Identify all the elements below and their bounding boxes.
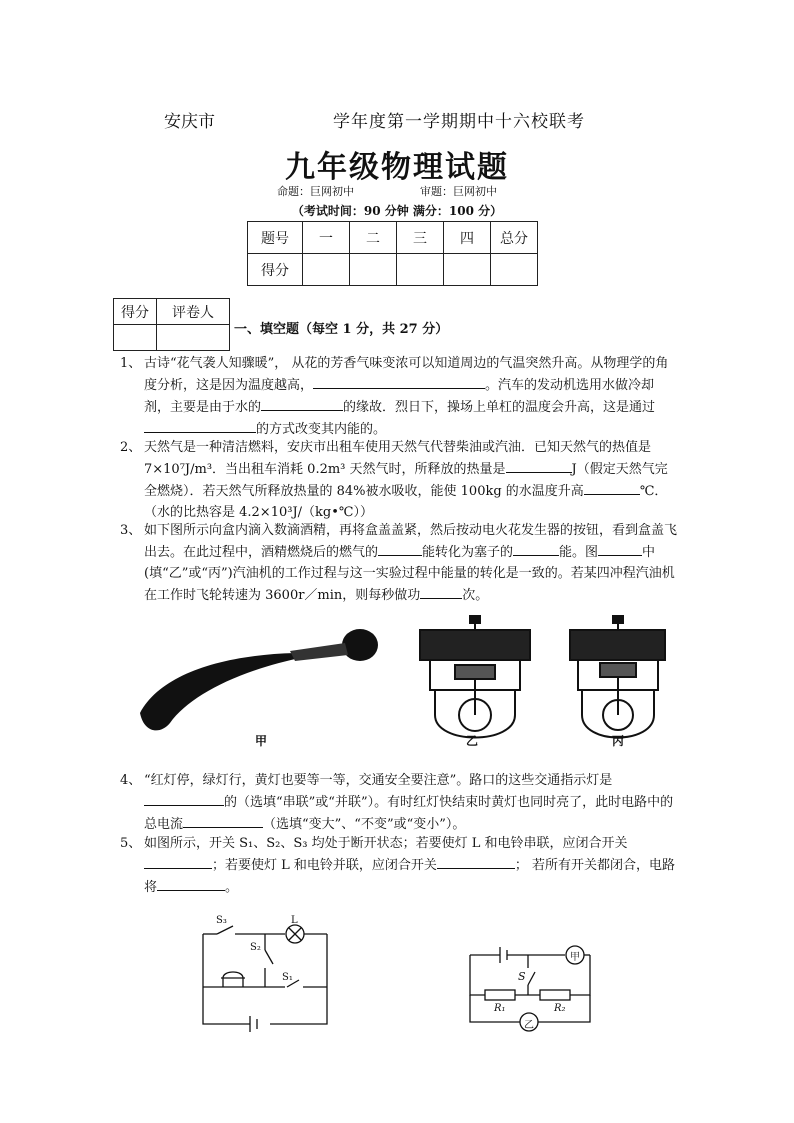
question-text: ； 若所有开关都闭合，电路将 [144, 858, 676, 895]
score-table [247, 221, 538, 286]
grader-name-cell[interactable] [157, 325, 230, 351]
score-cell[interactable] [350, 254, 397, 286]
question-text: （选填“变大”、“不变”或“变小”）。 [263, 817, 466, 832]
question-text: 如下图所示向盒内滴入数滴酒精，再将盒盖盖紧，然后按动电火花发生器的按钮，看到盒盖飞出去。在此过程中，酒精燃烧后的燃气的 [144, 523, 678, 560]
score-header-cell: 三 [397, 222, 444, 254]
score-header-cell: 题号 [248, 222, 303, 254]
answer-blank[interactable] [598, 541, 642, 556]
answer-blank[interactable] [506, 458, 572, 473]
score-cell[interactable] [303, 254, 350, 286]
engine-yi-illustration [420, 615, 530, 738]
switch-s1-label: S₁ [282, 972, 293, 983]
question-text: 古诗“花气袭人知骤暖”， 从花的芳香气味变浓可以知道周边的气温突然升高。从物理学的角度分析，这是因为温度越高， [144, 356, 669, 393]
question-text: ；若要使灯 L 和电铃并联，应闭合开关 [212, 858, 437, 873]
page-title: 九年级物理试题 [285, 150, 509, 185]
grader-score-label: 得分 [114, 299, 157, 325]
score-table-header-row [248, 222, 538, 254]
figure-label-jia: 甲 [255, 734, 268, 748]
question-text: 中(填“乙”或“丙”)汽油机的工作过程与这一实验过程中能量的转化是一致的。若某四冲程汽油机在工作时飞轮转速为 3600r／min，则每秒做功 [144, 545, 675, 603]
score-header-cell: 总分 [491, 222, 538, 254]
reviewer-label: 审题：巨网初中 [420, 185, 497, 198]
answer-blank[interactable] [584, 480, 640, 495]
question-2 [120, 437, 680, 523]
question-number: 5、 [120, 836, 142, 851]
meter-yi-label: 乙 [524, 1020, 534, 1031]
spark-box-illustration [140, 629, 378, 730]
score-header-cell: 二 [350, 222, 397, 254]
resistor-r1-label: R₁ [494, 1003, 506, 1014]
question-text: 能。图 [559, 545, 599, 560]
score-header-cell: 四 [444, 222, 491, 254]
question-text: 的缘故．烈日下，操场上单杠的温度会升高，这是通过 [343, 400, 656, 415]
figure-label-yi: 乙 [466, 734, 479, 748]
question-text: 。 [225, 880, 239, 895]
question-text: 如图所示，开关 S₁、S₂、S₃ 均处于断开状态；若要使灯 L 和电铃串联，应闭合开关 [144, 836, 628, 851]
question-text: “红灯停，绿灯行，黄灯也要等一等，交通安全要注意”。路口的这些交通指示灯是 [144, 773, 613, 788]
answer-blank[interactable] [420, 584, 462, 599]
question-text: 。汽车的发动机选用水做冷却剂，主要是由于水的 [144, 378, 655, 415]
answer-blank[interactable] [513, 541, 559, 556]
score-cell[interactable] [444, 254, 491, 286]
exam-info: （考试时间：90 分钟 满分：100 分） [291, 204, 503, 218]
question-text: 次。 [462, 588, 489, 603]
header-city: 安庆市 [164, 112, 215, 132]
question-number: 1、 [120, 356, 142, 371]
answer-blank[interactable] [261, 396, 343, 411]
answer-blank[interactable] [144, 854, 212, 869]
score-header-cell: 一 [303, 222, 350, 254]
question-text: 能转化为塞子的 [422, 545, 514, 560]
answer-blank[interactable] [157, 876, 225, 891]
question-number: 3、 [120, 523, 142, 538]
question-text: 天然气是一种清洁燃料，安庆市出租车使用天然气代替柴油或汽油．已知天然气的热值是 7×10⁷J/m³．当出租车消耗 0.2m³ 天然气时，所释放的热量是 [144, 440, 652, 477]
answer-blank[interactable] [144, 791, 224, 806]
lamp-l-label: L [291, 915, 298, 926]
question-text: 的（选填“串联”或“并联”）。有时红灯快结束时黄灯也同时亮了，此时电路中的总电流 [144, 795, 674, 832]
score-row-label: 得分 [248, 254, 303, 286]
score-cell[interactable] [397, 254, 444, 286]
setter-label: 命题：巨网初中 [277, 185, 354, 198]
switch-s3-label: S₃ [216, 915, 227, 926]
figure-label-bing: 丙 [612, 734, 625, 748]
grader-name-label: 评卷人 [157, 299, 230, 325]
answer-blank[interactable] [313, 374, 485, 389]
circuit-diagram-1 [195, 912, 335, 1037]
question-5 [120, 833, 680, 898]
question-text: J（假定天然气完全燃烧）．若天然气所释放热量的 84%被水吸收，能使 100kg 的水温度升高 [144, 462, 668, 499]
grader-box [113, 298, 230, 351]
question-number: 4、 [120, 773, 142, 788]
engine-figures [130, 615, 690, 750]
answer-blank[interactable] [144, 418, 256, 433]
grader-score-cell[interactable] [114, 325, 157, 351]
score-table-row [248, 254, 538, 286]
question-text: ℃．（水的比热容是 4.2×10³J/（kg•℃）） [144, 484, 668, 520]
score-cell[interactable] [491, 254, 538, 286]
resistor-r2-label: R₂ [554, 1003, 566, 1014]
bell-icon [223, 972, 243, 987]
switch-s-label: S [518, 970, 526, 983]
question-3 [120, 520, 680, 606]
meter-jia-label: 甲 [570, 952, 580, 963]
header-term: 学年度第一学期期中十六校联考 [333, 112, 585, 132]
exam-header [0, 107, 794, 131]
answer-blank[interactable] [437, 854, 515, 869]
question-4 [120, 770, 680, 835]
question-number: 2、 [120, 440, 142, 455]
question-text: 的方式改变其内能的。 [256, 422, 387, 437]
answer-blank[interactable] [378, 541, 422, 556]
answer-blank[interactable] [183, 813, 263, 828]
section-title: 一、填空题（每空 1 分，共 27 分） [234, 322, 449, 337]
question-1 [120, 353, 680, 440]
switch-s2-label: S₂ [250, 942, 261, 953]
engine-bing-illustration [570, 615, 665, 738]
